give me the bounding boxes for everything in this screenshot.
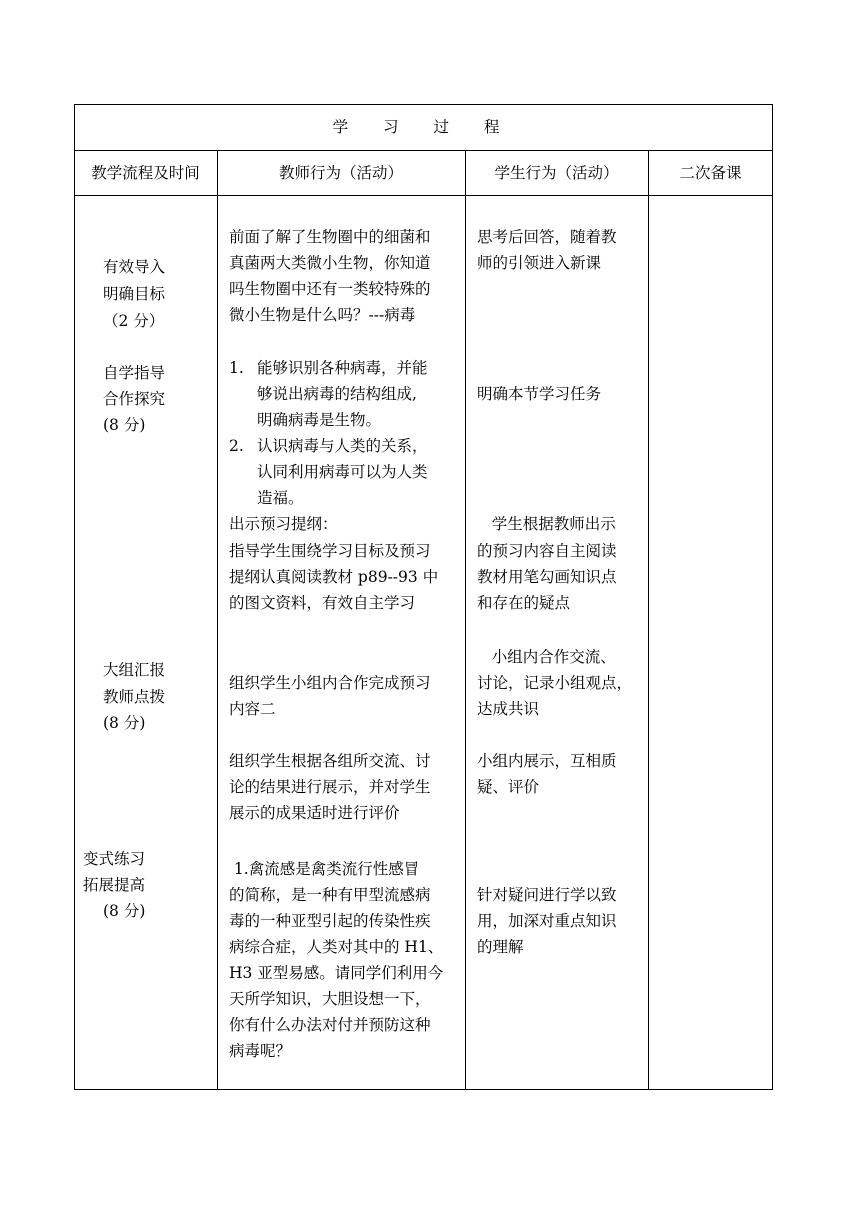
teacher-intro-line-3: 吗生物圈中还有一类较特殊的 (229, 280, 431, 298)
student-apply-line-2: 用，加深对重点知识 (477, 912, 617, 930)
teacher-show-line-2: 论的结果进行展示，并对学生 (229, 778, 431, 796)
teacher-intro-line-1: 前面了解了生物圈中的细菌和 (229, 228, 431, 246)
teacher-preview-line-3: 提纲认真阅读教材 p89--93 中 (229, 568, 439, 586)
student-discuss-line-2: 讨论，记录小组观点， (477, 674, 633, 692)
teacher-exercise-line-3: 毒的一种亚型引起的传染性疾 (229, 912, 431, 930)
teacher-preview-line-1: 出示预习提纲： (229, 515, 338, 533)
goal-1-line-1: 能够识别各种病毒，并能 (257, 359, 428, 377)
student-read-line-3: 教材用笔勾画知识点 (477, 568, 617, 586)
teacher-group-line-2: 内容二 (229, 700, 276, 718)
header-student-activity: 学生行为（活动） (494, 164, 619, 182)
teacher-group-line-1: 组织学生小组内合作完成预习 (229, 674, 431, 692)
column-divider-2 (465, 150, 466, 1090)
stage-2-line-3: (8 分) (103, 416, 146, 434)
teacher-exercise-line-8: 病毒呢？ (229, 1042, 292, 1060)
goal-1-number: 1. (229, 359, 244, 377)
student-intro-line-1: 思考后回答，随着教 (477, 228, 617, 246)
goal-2-number: 2. (229, 437, 244, 455)
student-show-line-1: 小组内展示，互相质 (477, 752, 617, 770)
column-divider-3 (648, 150, 649, 1090)
teacher-intro-line-2: 真菌两大类微小生物，你知道 (229, 254, 431, 272)
teacher-intro-line-4: 微小生物是什么吗？---病毒 (229, 306, 416, 324)
goal-1-line-3: 明确病毒是生物。 (257, 411, 382, 429)
title-row-divider (74, 150, 773, 151)
stage-2-line-2: 合作探究 (103, 390, 166, 408)
stage-4-line-1: 变式练习 (83, 850, 146, 868)
header-teacher-activity: 教师行为（活动） (278, 164, 403, 182)
teacher-exercise-line-2: 的简称，是一种有甲型流感病 (229, 886, 431, 904)
stage-4-line-3: (8 分) (103, 902, 146, 920)
goal-2-line-1: 认识病毒与人类的关系， (257, 437, 428, 455)
teacher-preview-line-4: 的图文资料，有效自主学习 (229, 594, 416, 612)
teacher-exercise-line-4: 病综合症，人类对其中的 H1、 (229, 938, 444, 956)
table-title: 学 习 过 程 (332, 118, 515, 136)
teacher-exercise-line-1: 1.禽流感是禽类流行性感冒 (229, 860, 420, 878)
teacher-show-line-3: 展示的成果适时进行评价 (229, 804, 400, 822)
stage-2-line-1: 自学指导 (103, 364, 166, 382)
stage-3-line-1: 大组汇报 (103, 661, 166, 679)
student-intro-line-2: 师的引领进入新课 (477, 254, 602, 272)
student-apply-line-3: 的理解 (477, 938, 524, 956)
goal-2-line-2: 认同利用病毒可以为人类 (257, 463, 428, 481)
stage-3-line-2: 教师点拨 (103, 688, 166, 706)
stage-1-line-2: 明确目标 (103, 285, 166, 303)
teacher-exercise-line-6: 天所学知识，大胆设想一下， (229, 990, 431, 1008)
header-row-divider (74, 195, 773, 196)
student-discuss-line-1: 小组内合作交流、 (477, 648, 616, 666)
student-show-line-2: 疑、评价 (477, 778, 540, 796)
header-second-prep: 二次备课 (679, 164, 742, 182)
teacher-exercise-line-5: H3 亚型易感。请同学们利用今 (229, 964, 444, 982)
header-flow-time: 教学流程及时间 (91, 164, 200, 182)
teacher-preview-line-2: 指导学生围绕学习目标及预习 (229, 542, 431, 560)
goal-2-line-3: 造福。 (257, 489, 304, 507)
column-divider-1 (217, 150, 218, 1090)
student-read-line-4: 和存在的疑点 (477, 594, 571, 612)
student-read-line-2: 的预习内容自主阅读 (477, 542, 617, 560)
student-apply-line-1: 针对疑问进行学以致 (477, 886, 617, 904)
stage-1-line-3: （2 分） (103, 312, 165, 330)
goal-1-line-2: 够说出病毒的结构组成, (257, 385, 417, 403)
student-discuss-line-3: 达成共识 (477, 700, 540, 718)
student-task-line-1: 明确本节学习任务 (477, 385, 602, 403)
teacher-show-line-1: 组织学生根据各组所交流、讨 (229, 752, 431, 770)
stage-3-line-3: (8 分) (103, 714, 146, 732)
stage-4-line-2: 拓展提高 (83, 876, 146, 894)
student-read-line-1: 学生根据教师出示 (477, 515, 616, 533)
stage-1-line-1: 有效导入 (103, 258, 166, 276)
teacher-exercise-line-7: 你有什么办法对付并预防这种 (229, 1016, 431, 1034)
